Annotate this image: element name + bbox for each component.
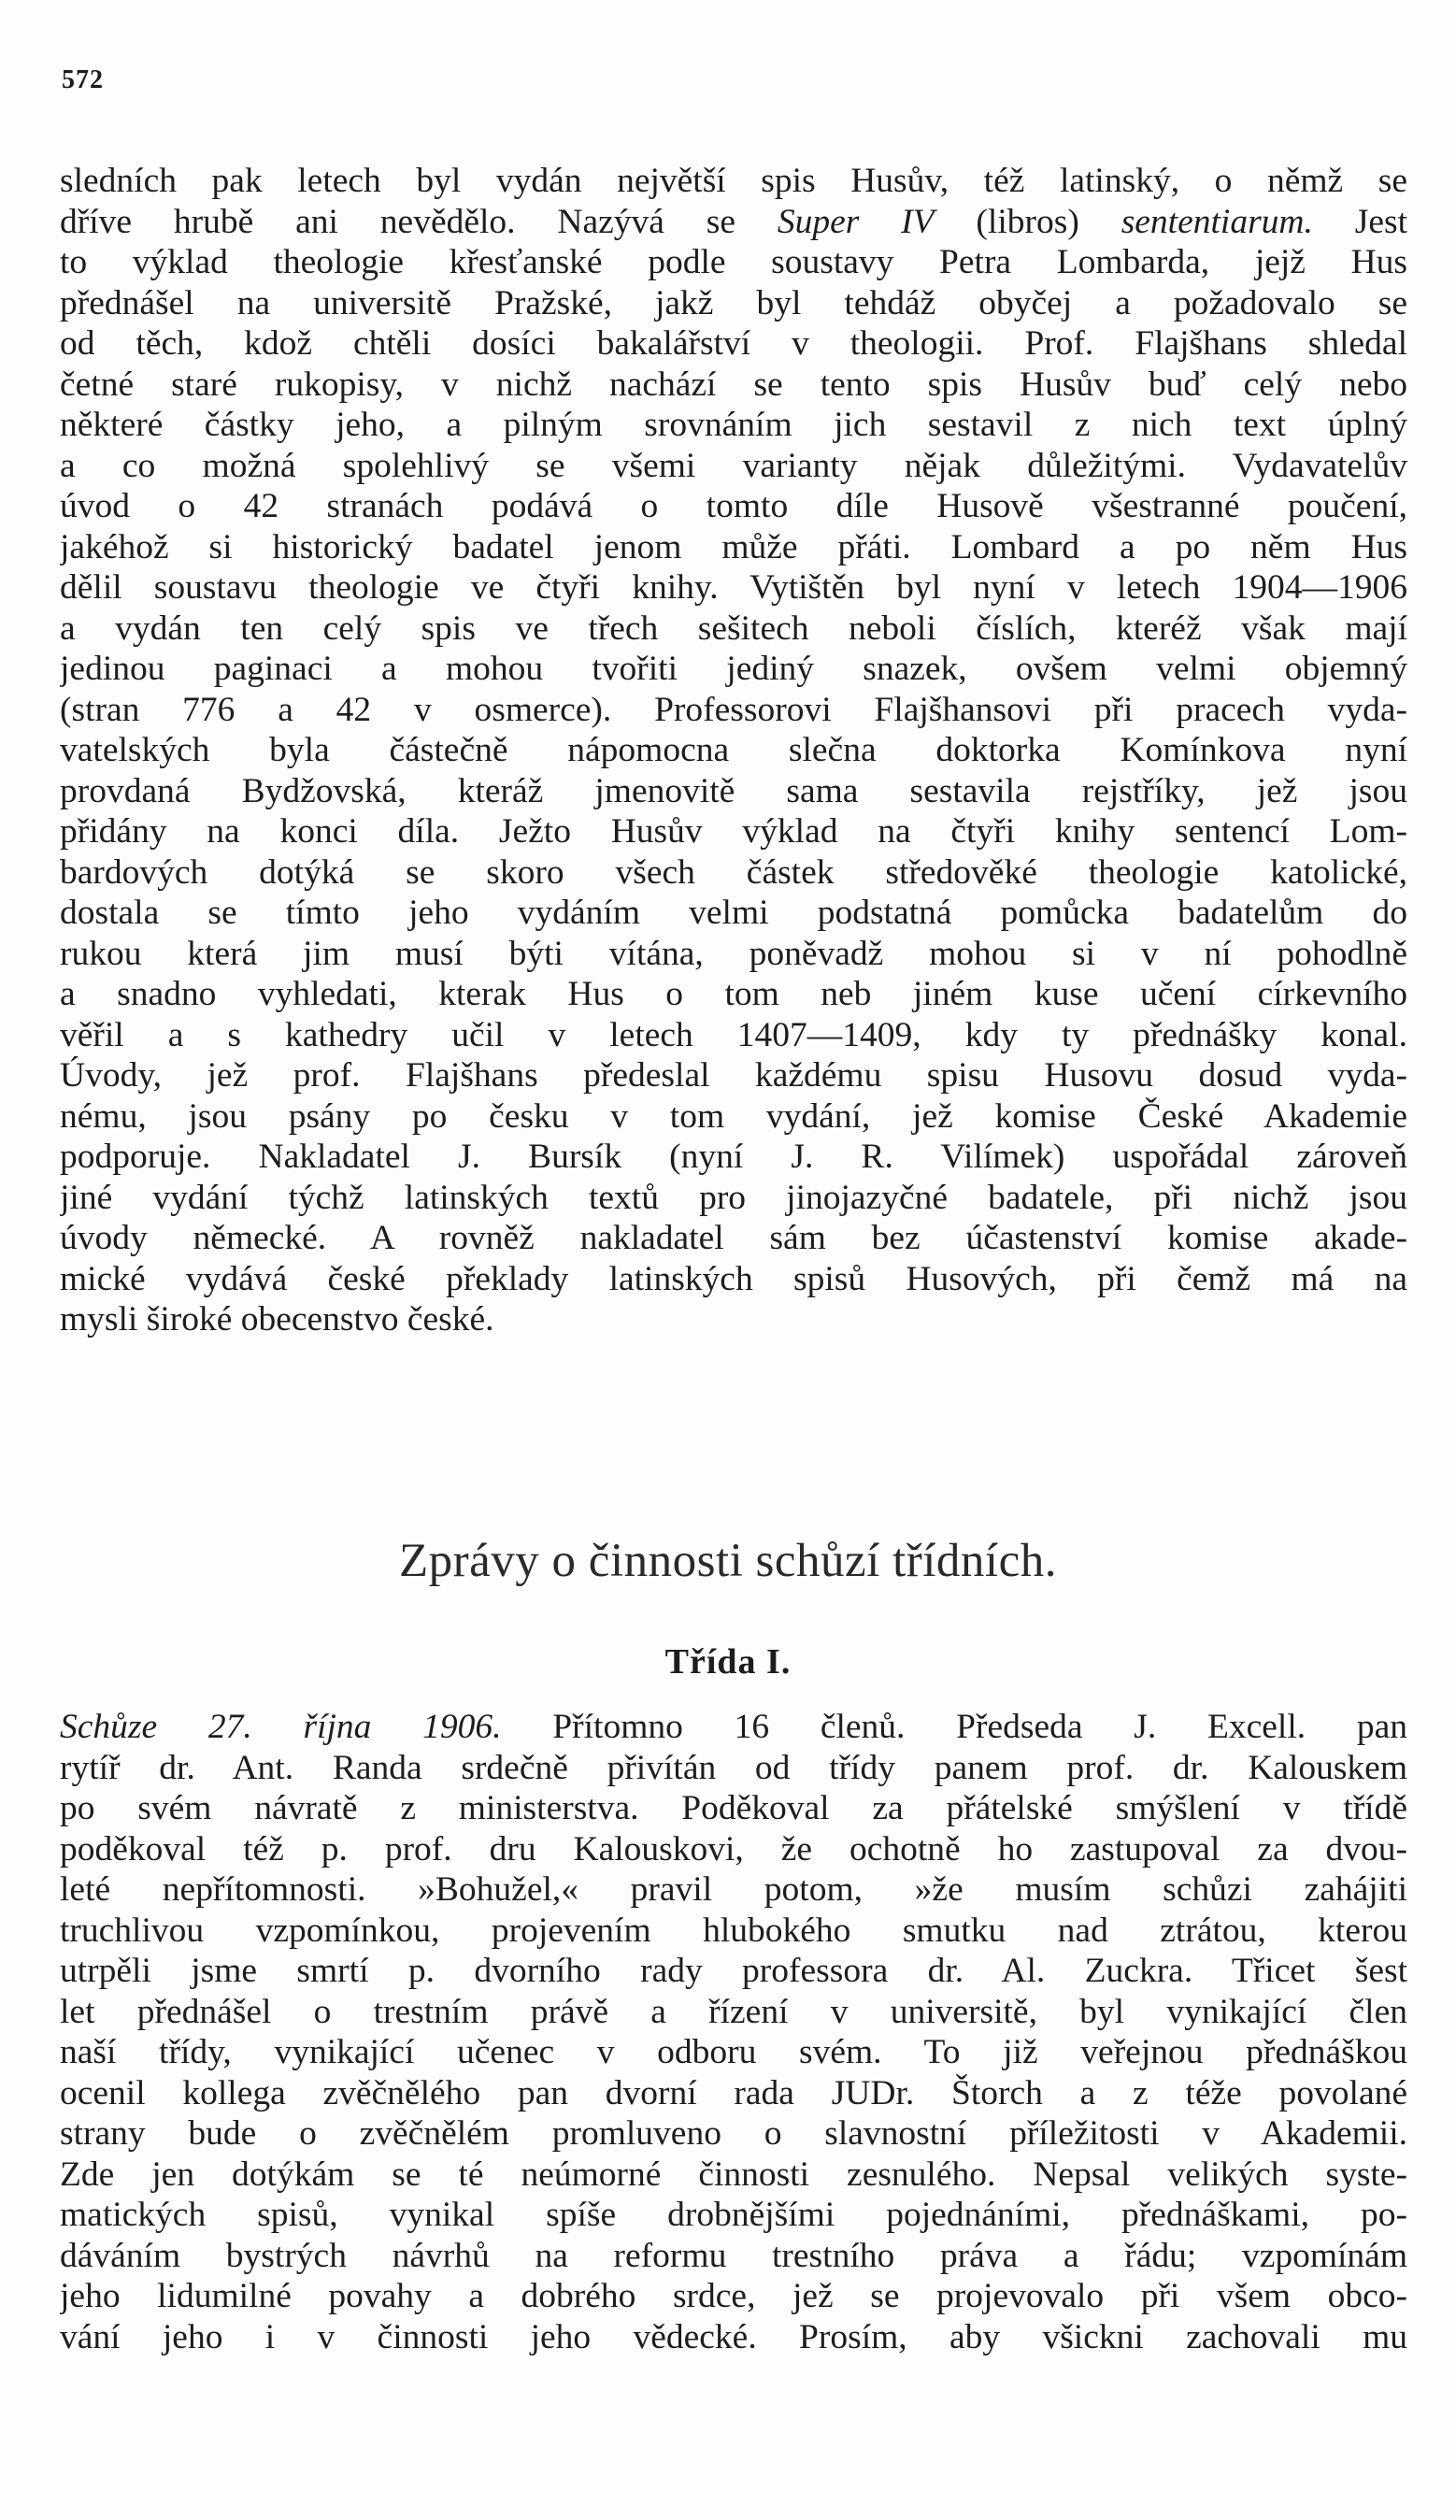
text-line: Zde jen dotýkám se té neúmorné činnosti zesnulého. Nepsal velikých syste-	[60, 2155, 1407, 2194]
text-line: a vydán ten celý spis ve třech sešitech neboli číslích, kteréž však mají	[60, 609, 1407, 648]
text-line: provdaná Bydžovská, kteráž jmenovitě sama sestavila rejstříky, jež jsou	[60, 771, 1407, 810]
text-segment: (libros)	[934, 202, 1121, 241]
text-segment: Přítomno 16 členů. Předseda J. Excell. pan	[501, 1708, 1407, 1746]
text-line: strany bude o zvěčnělém promluveno o slavnostní příležitosti v Akademii.	[60, 2114, 1407, 2153]
text-line: naší třídy, vynikající učenec v odboru svém. To již veřejnou přednáškou	[60, 2033, 1407, 2071]
text-line: přednášel na universitě Pražské, jakž byl tehdáž obyčej a požadovalo se	[60, 283, 1407, 322]
text-line: bardových dotýká se skoro všech částek středověké theologie katolické,	[60, 852, 1407, 892]
text-line: a snadno vyhledati, kterak Hus o tom neb jiném kuse učení církevního	[60, 975, 1407, 1013]
text-line	[60, 202, 1407, 243]
text-line: mické vydává české překlady latinských spisů Husových, při čemž má na	[60, 1259, 1407, 1298]
text-line: matických spisů, vynikal spíše drobnějšími pojednáními, přednáškami, po-	[60, 2196, 1407, 2234]
text-line: úvody německé. A rovněž nakladatel sám bez účastenství komise akade-	[60, 1219, 1407, 1257]
text-line: od těch, kdož chtěli dosíci bakalářství v theologii. Prof. Flajšhans shledal	[60, 324, 1407, 363]
text-line: mysli široké obecenstvo české.	[60, 1300, 494, 1339]
text-line: rytíř dr. Ant. Randa srdečně přivítán od třídy panem prof. dr. Kalouskem	[60, 1748, 1407, 1787]
text-line: podporuje. Nakladatel J. Bursík (nyní J. R. Vilímek) uspořádal zároveň	[60, 1138, 1407, 1176]
text-line: jedinou paginaci a mohou tvořiti jediný snazek, ovšem velmi objemný	[60, 650, 1407, 688]
text-line: úvod o 42 stranách podává o tomto díle Husově všestranné poučení,	[60, 487, 1407, 525]
subsection-title: Třída I.	[664, 1642, 792, 1682]
paragraph-session-report	[60, 1707, 1407, 2357]
text-line: (stran 776 a 42 v osmerce). Professorovi Flajšhansovi při pracech vyda-	[60, 690, 1407, 729]
text-line: jiné vydání týchž latinských textů pro jinojazyčné badatele, při nichž jsou	[60, 1178, 1407, 1217]
text-line: a co možná spolehlivý se všemi varianty nějak důležitými. Vydavatelův	[60, 446, 1407, 485]
text-segment: Jest	[1312, 202, 1407, 241]
page-number: 572	[62, 65, 104, 94]
text-line: ocenil kollega zvěčnělého pan dvorní rada JUDr. Štorch a z téže povolané	[60, 2073, 1407, 2112]
text-line: četné staré rukopisy, v nichž nachází se tento spis Husův buď celý nebo	[60, 365, 1407, 404]
text-line: utrpěli jsme smrtí p. dvorního rady professora dr. Al. Zuckra. Třicet šest	[60, 1952, 1407, 1990]
text-line: poděkoval též p. prof. dru Kalouskovi, že ochotně ho zastupoval za dvou-	[60, 1829, 1407, 1869]
text-line: nému, jsou psány po česku v tom vydání, jež komise České Akademie	[60, 1096, 1407, 1136]
text-line: leté nepřítomnosti. »Bohužel,« pravil potom, »že musím schůzi zahájiti	[60, 1870, 1407, 1909]
paragraph-hus-commentary	[60, 161, 1407, 1340]
italic-title: sententiarum.	[1121, 202, 1313, 241]
text-line: dostala se tímto jeho vydáním velmi podstatná pomůcka badatelům do	[60, 894, 1407, 932]
text-line: přidány na konci díla. Ježto Husův výklad na čtyři knihy sentencí Lom-	[60, 812, 1407, 851]
text-line	[60, 1707, 1407, 1748]
text-line: truchlivou vzpomínkou, projevením hlubokého smutku nad ztrátou, kterou	[60, 1911, 1407, 1950]
text-line: Úvody, jež prof. Flajšhans předeslal každému spisu Husovu dosud vyda-	[60, 1056, 1407, 1095]
italic-title: Super IV	[777, 202, 935, 241]
text-line: rukou která jim musí býti vítána, poněvadž mohou si v ní pohodlně	[60, 934, 1407, 973]
text-line: vatelských byla částečně nápomocna slečna doktorka Komínkova nyní	[60, 731, 1407, 769]
section-title: Zprávy o činnosti schůzí třídních.	[399, 1535, 1057, 1587]
text-line: sledních pak letech byl vydán největší spis Husův, též latinský, o němž se	[60, 162, 1407, 200]
text-line: věřil a s kathedry učil v letech 1407—1409, kdy ty přednášky konal.	[60, 1015, 1407, 1054]
session-date: Schůze 27. října 1906.	[60, 1708, 502, 1746]
text-line: po svém návratě z ministerstva. Poděkoval za přátelské smýšlení v třídě	[60, 1789, 1407, 1827]
text-line: let přednášel o trestním právě a řízení v universitě, byl vynikající člen	[60, 1992, 1407, 2031]
text-line: jakéhož si historický badatel jenom může přáti. Lombard a po něm Hus	[60, 527, 1407, 566]
text-line: vání jeho i v činnosti jeho vědecké. Prosím, aby všickni zachovali mu	[60, 2317, 1407, 2356]
text-line: některé částky jeho, a pilným srovnáním jich sestavil z nich text úplný	[60, 406, 1407, 444]
text-line: dělil soustavu theologie ve čtyři knihy. Vytištěn byl nyní v letech 1904—1906	[60, 568, 1407, 607]
text-line: jeho lidumilné povahy a dobrého srdce, jež se projevovalo při všem obco-	[60, 2277, 1407, 2315]
text-line: dáváním bystrých návrhů na reformu trestního práva a řádu; vzpomínám	[60, 2236, 1407, 2275]
text-segment: dříve hrubě ani nevědělo. Nazývá se	[60, 202, 778, 241]
text-line: to výklad theologie křesťanské podle soustavy Petra Lombarda, jejž Hus	[60, 243, 1407, 281]
